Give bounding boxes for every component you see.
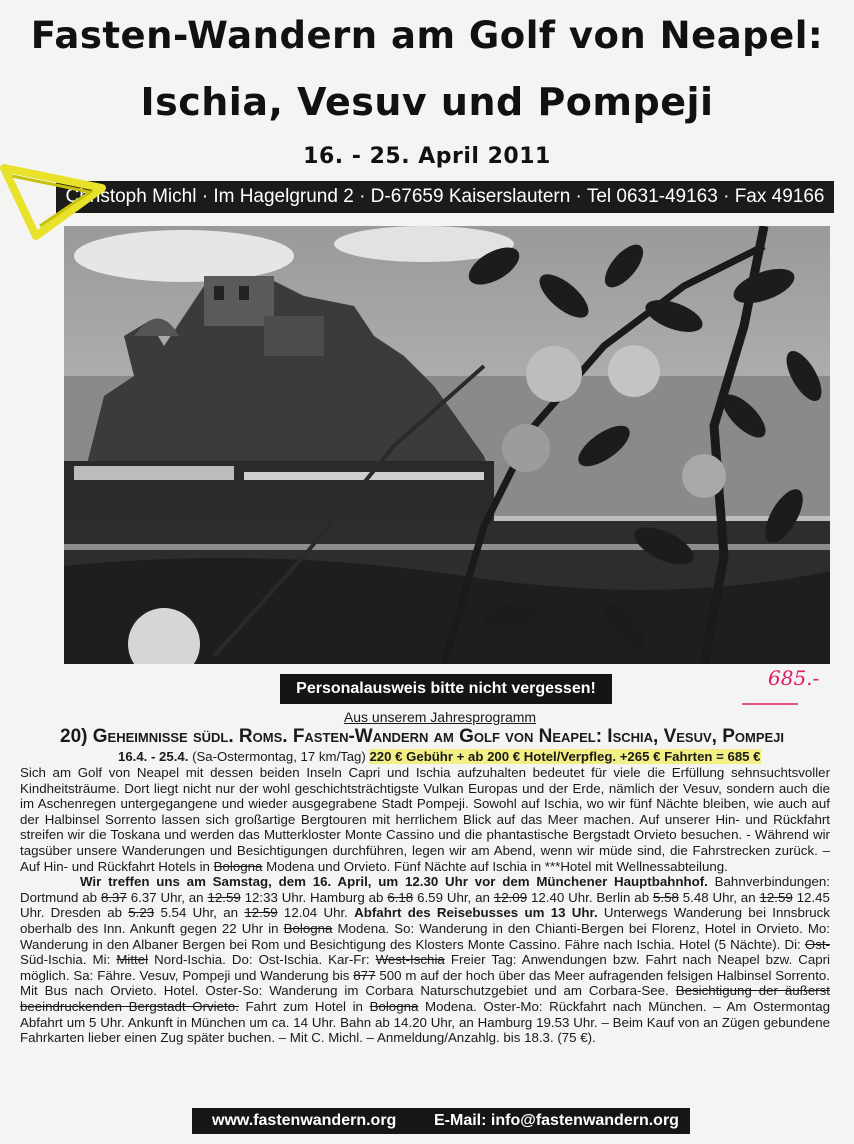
tour-description bbox=[20, 765, 830, 1046]
tour-dates: 16.4. - 25.4. bbox=[118, 749, 189, 764]
program-subtitle: Aus unserem Jahresprogramm bbox=[343, 709, 537, 725]
id-notice-banner: Personalausweis bitte nicht vergessen! bbox=[280, 674, 612, 704]
website-link[interactable]: www.fastenwandern.org bbox=[212, 1112, 397, 1129]
title-line-2: Ischia, Vesuv und Pompeji bbox=[140, 80, 714, 124]
tour-heading: 20) Geheimnisse südl. Roms. Fasten-Wandern am Golf von Neapel: Ischia, Vesuv, Pompeji bbox=[60, 726, 785, 747]
itinerary-paragraph: Wir treffen uns am Samstag, dem 16. April, um 12.30 Uhr vor dem Münchener Hauptbahnhof. Bahnverbindungen: Dortmund ab 8.37 6.37 Uhr, an 12.59 12:33 Uhr. Hamburg ab 6.18 6.59 Uhr, an 12.09 12.40 Uhr. Berlin ab 5.58 5.48 Uhr, an 12.59 12.45 Uhr. Dresden ab 5.23 5.54 Uhr, an 12.59 12.04 Uhr. Abfahrt des Reisebusses um 13 Uhr. Unterwegs Wanderung bei Innsbruck oberhalb des Inn. Ankunft gegen 22 Uhr in Bologna Modena. So: Wanderung in den Chianti-Bergen bei Florenz, Hotel in Orvieto. Mo: Wanderung in den Albaner Bergen bei Rom und Besichtigung des Klosters Monte Cassino. Fähre nach Ischia. Hotel (5 Nächte). Di: Ost-Süd-Ischia. Mi: Mittel Nord-Ischia. Do: Ost-Ischia. Kar-Fr: West-Ischia Freier Tag: Anwendungen bzw. Fahrt nach Neapel bzw. Capri möglich. Sa: Fähre. Vesuv, Pompeji und Wanderung bis 877 500 m auf der hoch über das Meer aufragenden felsigen Halbinsel Sorrento. Mit Bus nach Orvieto. Hotel. Oster-So: Wanderung im Corbara Naturschutzgebiet und am Corbara-See. Besichtigung der äußerst beeindruckenden Bergstadt Orvieto. Fahrt zum Hotel in Bologna Modena. Oster-Mo: Rückfahrt nach München. – Am Ostermontag Abfahrt um 5 Uhr. Ankunft in München um ca. 14 Uhr. Bahn ab 14.20 Uhr, an Hamburg 19.53 Uhr. – Beim Kauf von an Zügen gebundene Fahrkarten lieber einen Zug später buchen. – Mit C. Michl. – Anmeldung/Anzahlg. bis 18.3. (75 €). bbox=[20, 874, 831, 1046]
tour-note: (Sa-Ostermontag, 17 km/Tag) bbox=[192, 749, 366, 764]
title-line-1: Fasten-Wandern am Golf von Neapel: bbox=[30, 14, 824, 57]
intro-paragraph: Sich am Golf von Neapel mit dessen beiden Inseln Capri und Ischia aufzuhalten bedeutet für viele die Erfüllung sehnsuchtsvoller Kindheitsträume. Dort liegt nicht nur der wohl geschichtsträchtigste Vulkan Europas und der Erde, nämlich der Vesuv, sondern auch die im Aschenregen untergegangene und wieder ausgegrabene Stadt Pompeji. Sowohl auf Ischia, wo wir fünf Nächte bleiben, wie auch auf der Halbinsel Sorrento lassen sich großartige Bergtouren mit herrlichem Blick auf das Meer machen. Auf unserer Hin- und Rückfahrt streifen wir die Toskana und werden das Mutterkloster Monte Cassino und die phantastische Bergstadt Orvieto besuchen. - Während wir tagsüber unsere Wanderungen und Besichtigungen durchführen, legen wir am Abend, wenn wir müde sind, die Fahrstrecken zurück. – Auf Hin- und Rückfahrt Hotels in Bologna Modena und Orvieto. Fünf Nächte auf Ischia in ***Hotel mit Wellnessabteilung. bbox=[20, 765, 830, 874]
date-range: 16. - 25. April 2011 bbox=[303, 144, 551, 169]
footer-bar bbox=[192, 1108, 690, 1134]
castle-photo bbox=[64, 226, 830, 664]
email-link[interactable]: E-Mail: info@fastenwandern.org bbox=[434, 1112, 679, 1129]
contact-bar: Christoph Michl · Im Hagelgrund 2 · D-67659 Kaiserslautern · Tel 0631-49163 · Fax 49166 bbox=[56, 181, 834, 213]
tour-dates-price bbox=[118, 749, 838, 764]
handwritten-price: 685.- bbox=[768, 666, 820, 690]
tour-price: 220 € Gebühr + ab 200 € Hotel/Verpfleg. +265 € Fahrten = 685 € bbox=[369, 749, 761, 764]
